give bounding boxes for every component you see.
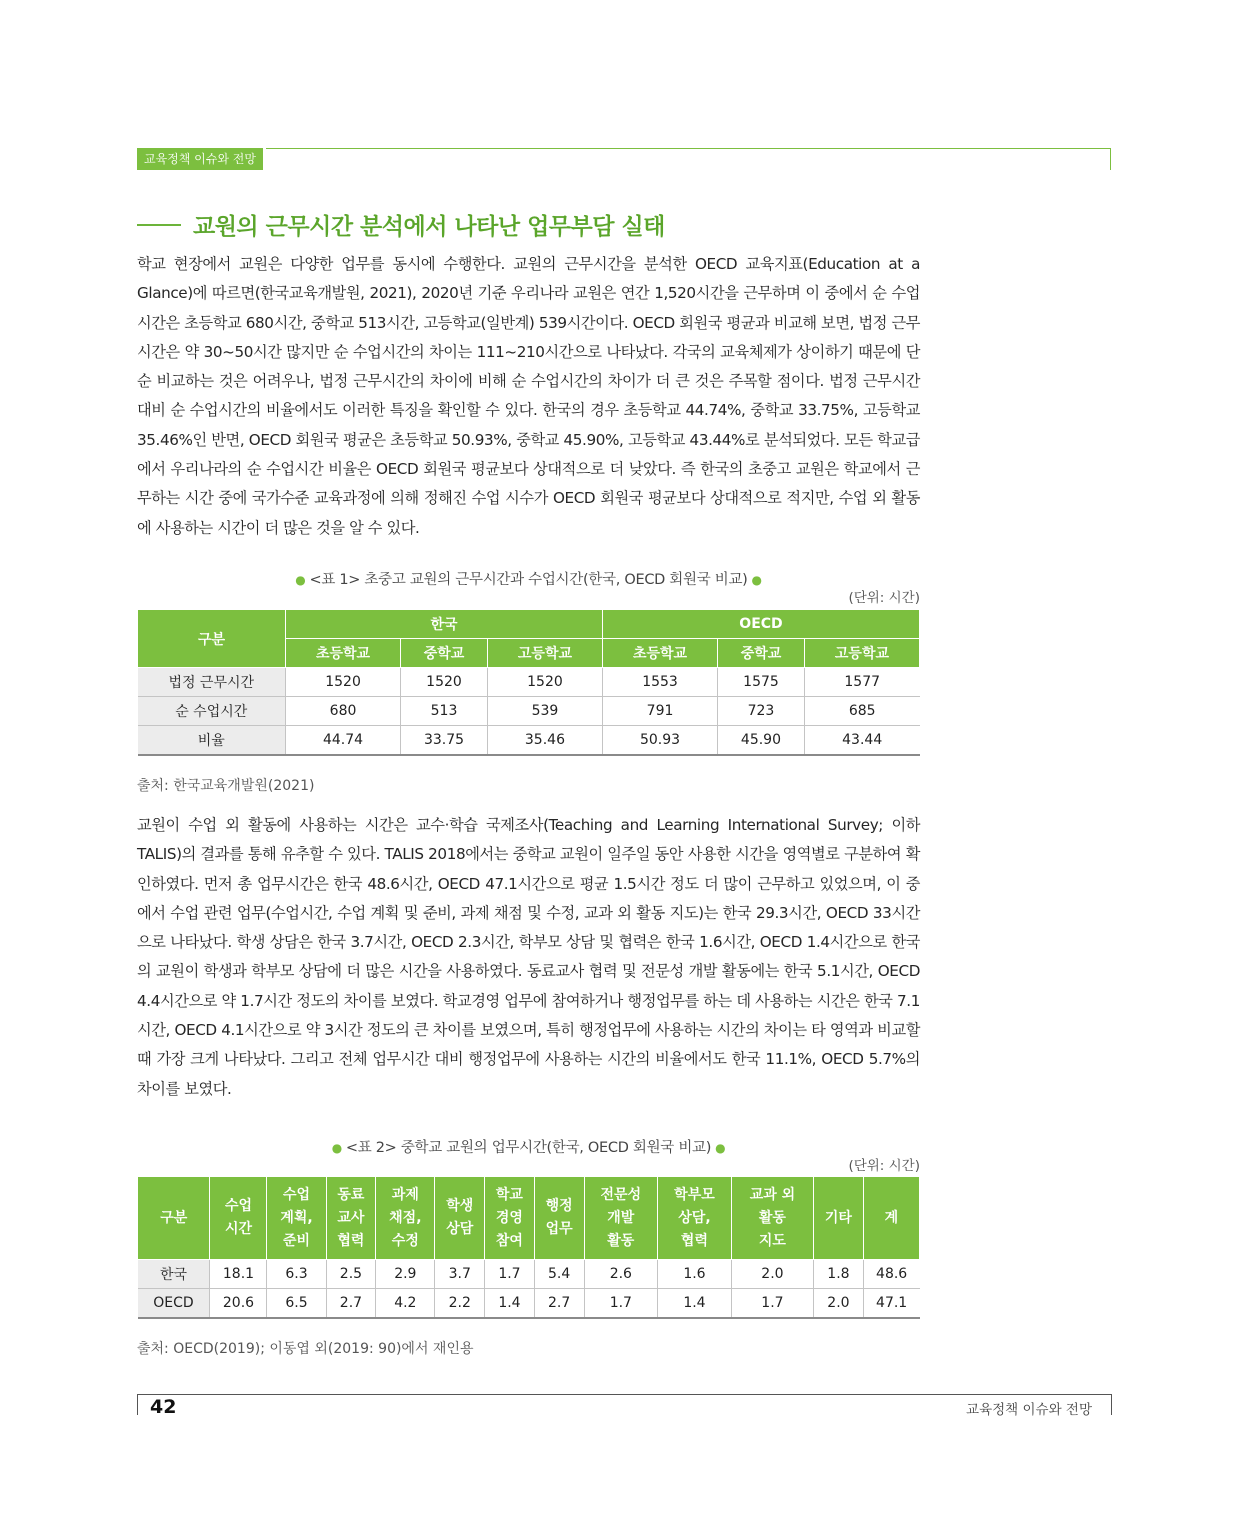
table-cell: 45.90 [718,726,805,756]
bullet-dot-icon: ● [715,1141,726,1155]
row-label: 한국 [138,1260,210,1289]
table-cell: 791 [602,697,717,726]
header-line-text: 채점, [389,1209,422,1226]
header-tag: 교육정책 이슈와 전망 [137,148,263,170]
header-line-text: 수정 [391,1232,419,1249]
table-cell: 513 [401,697,488,726]
header-rule [266,148,1111,170]
table1-caption [137,568,920,589]
bullet-dot-icon: ● [751,573,762,587]
table-cell: 4.2 [376,1289,435,1319]
table-cell: 43.44 [804,726,919,756]
table-cell: 2.7 [534,1289,584,1319]
table1-source: 출처: 한국교육개발원(2021) [137,778,315,794]
table-row [138,1260,920,1289]
header-line-text: 상담, [678,1209,711,1226]
table-cell: 2.0 [731,1260,813,1289]
table2-col-header [534,1177,584,1260]
table1 [137,609,920,756]
table-cell: 1.6 [658,1260,732,1289]
header-line-text: 계획, [280,1209,313,1226]
header-line-text: 활동 [607,1232,635,1249]
section-title-text: 교원의 근무시간 분석에서 나타난 업무부담 실태 [193,214,665,240]
header-line-text: 전문성 [600,1186,642,1203]
header-line-text: 시간 [224,1221,252,1237]
header-line-text: 교사 [337,1209,365,1226]
table1-caption-text: <표 1> 초중고 교원의 근무시간과 수업시간(한국, OECD 회원국 비교) [309,572,748,588]
header-line-text: 계 [884,1209,899,1226]
table-cell: 680 [286,697,401,726]
table-row [138,1289,920,1319]
table-cell: 1.7 [584,1289,658,1319]
table2-col-header [658,1177,732,1260]
paragraph-2: 교원이 수업 외 활동에 사용하는 시간은 교수·학습 국제조사(Teaching and Learning International Survey; 이하 TALIS)의 결과를 통해 유추할 수 있다. TALIS 2018에서는 중학교 교원이 일주일 동안 사용한 시간을 영역별로 구분하여 확인하였다. 먼저 총 업무시간은 한국 48.6시간, OECD 47.1시간으로 평균 1.5시간 정도 더 많이 근무하고 있었으며, 이 중에서 수업 관련 업무(수업시간, 수업 계획 및 준비, 과제 채점 및 수정, 교과 외 활동 지도)는 한국 29.3시간, OECD 33시간으로 나타났다. 학생 상담은 한국 3.7시간, OECD 2.3시간, 학부모 상담 및 협력은 한국 1.6시간, OECD 1.4시간으로 한국의 교원이 학생과 학부모 상담에 더 많은 시간을 사용하였다. 동료교사 협력 및 전문성 개발 활동에는 한국 5.1시간, OECD 4.4시간으로 약 1.7시간 정도의 차이를 보였다. 학교경영 업무에 참여하거나 행정업무를 하는 데 사용하는 시간은 한국 7.1시간, OECD 4.1시간으로 약 3시간 정도의 큰 차이를 보였으며, 특히 행정업무에 사용하는 시간의 차이는 타 영역과 비교할 때 가장 크게 나타났다. 그리고 전체 업무시간 대비 행정업무에 사용하는 시간의 비율에서도 한국 11.1%, OECD 5.7%의 차이를 보였다. [137,816,920,1098]
table2-col-header [485,1177,535,1260]
header-line-text: 학교 [495,1186,523,1203]
table2-source: 출처: OECD(2019); 이동엽 외(2019: 90)에서 재인용 [137,1341,474,1357]
header-line-text: 개발 [607,1209,635,1226]
bullet-dot-icon: ● [331,1141,342,1155]
header-line-text: 협력 [680,1232,708,1249]
table-cell: 723 [718,697,805,726]
table-row [138,726,920,756]
table2 [137,1176,920,1319]
header-line-text: 행정 [545,1198,573,1214]
table1-unit: (단위: 시간) [848,590,920,606]
row-label: OECD [138,1289,210,1319]
table1-col-header: 중학교 [718,639,805,668]
header-line-text: 구분 [160,1209,188,1226]
table1-col-header: 고등학교 [804,639,919,668]
table-cell: 1.4 [658,1289,732,1319]
table2-col-header [814,1177,864,1260]
table-cell: 5.4 [534,1260,584,1289]
header-line-text: 준비 [282,1232,311,1249]
table-cell: 539 [487,697,602,726]
header-line-text: 경영 [495,1209,523,1226]
table-cell: 18.1 [210,1260,267,1289]
table-cell: 1.7 [485,1260,535,1289]
header-line-text: 활동 [758,1209,786,1226]
header-line-text: 상담 [446,1221,474,1237]
table-cell: 1520 [487,668,602,697]
table2-caption [137,1136,920,1157]
table-cell: 3.7 [435,1260,485,1289]
table-cell: 1520 [401,668,488,697]
table-cell: 1575 [718,668,805,697]
table-cell: 35.46 [487,726,602,756]
table-cell: 2.9 [376,1260,435,1289]
header-line-text: 학부모 [674,1186,715,1203]
table2-col-header [863,1177,919,1260]
table-cell: 33.75 [401,726,488,756]
table-cell: 1.4 [485,1289,535,1319]
header-line-text: 수업 [224,1198,252,1214]
table-cell: 2.7 [326,1289,376,1319]
header-line-text: 학생 [446,1198,474,1214]
table-cell: 50.93 [602,726,717,756]
table-cell: 2.0 [814,1289,864,1319]
table2-caption-text: <표 2> 중학교 교원의 업무시간(한국, OECD 회원국 비교) [345,1140,712,1156]
table-cell: 2.5 [326,1260,376,1289]
table-cell: 20.6 [210,1289,267,1319]
footer-title: 교육정책 이슈와 전망 [966,1402,1092,1418]
table1-col-header: 초등학교 [602,639,717,668]
table2-col-header [584,1177,658,1260]
table2-col-header [326,1177,376,1260]
table1-corner: 구분 [138,610,286,668]
table-cell: 2.6 [584,1260,658,1289]
table-cell: 6.5 [267,1289,326,1319]
header-line-text: 교과 외 [749,1186,796,1203]
table-row [138,697,920,726]
page-number: 42 [150,1396,177,1418]
table2-col-header [435,1177,485,1260]
header-line-text: 기타 [824,1209,852,1226]
table-cell: 6.3 [267,1260,326,1289]
row-label: 비율 [138,726,286,756]
table-cell: 47.1 [863,1289,919,1319]
row-label: 법정 근무시간 [138,668,286,697]
header-line-text: 지도 [758,1232,786,1249]
header-line-text: 과제 [391,1186,419,1203]
table1-col-header: 중학교 [401,639,488,668]
table1-col-header: 고등학교 [487,639,602,668]
table2-col-header [376,1177,435,1260]
table-cell: 1577 [804,668,919,697]
header-line-text: 협력 [337,1232,365,1249]
table2-col-header [267,1177,326,1260]
table1-group-oecd: OECD [602,610,919,639]
table-row [138,668,920,697]
table2-col-header [210,1177,267,1260]
table-cell: 48.6 [863,1260,919,1289]
bullet-dot-icon: ● [295,573,306,587]
table-cell: 1553 [602,668,717,697]
header-line-text: 업무 [545,1221,573,1237]
table-cell: 1.8 [814,1260,864,1289]
table1-col-header: 초등학교 [286,639,401,668]
table-cell: 1.7 [731,1289,813,1319]
row-label: 순 수업시간 [138,697,286,726]
section-title [137,208,665,241]
table2-corner [138,1177,210,1260]
table-cell: 685 [804,697,919,726]
table-cell: 44.74 [286,726,401,756]
header-line-text: 참여 [495,1232,523,1249]
table-cell: 2.2 [435,1289,485,1319]
title-dash [137,224,181,226]
table1-group-korea: 한국 [286,610,603,639]
header-line-text: 동료 [337,1186,365,1203]
header-line-text: 수업 [282,1186,311,1203]
table2-unit: (단위: 시간) [848,1158,920,1174]
table-cell: 1520 [286,668,401,697]
paragraph-1: 학교 현장에서 교원은 다양한 업무를 동시에 수행한다. 교원의 근무시간을 분석한 OECD 교육지표(Education at a Glance)에 따르면(한국교육개발원, 2021), 2020년 기준 우리나라 교원은 연간 1,520시간을 근무하며 이 중에서 순 수업시간은 초등학교 680시간, 중학교 513시간, 고등학교(일반계) 539시간이다. OECD 회원국 평균과 비교해 보면, 법정 근무시간은 약 30~50시간 많지만 순 수업시간의 차이는 111~210시간으로 나타났다. 각국의 교육체제가 상이하기 때문에 단순 비교하는 것은 어려우나, 법정 근무시간의 차이에 비해 순 수업시간의 차이가 더 큰 것은 주목할 점이다. 법정 근무시간 대비 순 수업시간의 비율에서도 이러한 특징을 확인할 수 있다. 한국의 경우 초등학교 44.74%, 중학교 33.75%, 고등학교 35.46%인 반면, OECD 회원국 평균은 초등학교 50.93%, 중학교 45.90%, 고등학교 43.44%로 분석되었다. 모든 학교급에서 우리나라의 순 수업시간 비율은 OECD 회원국 평균보다 상대적으로 더 낮았다. 즉 한국의 초중고 교원은 학교에서 근무하는 시간 중에 국가수준 교육과정에 의해 정해진 수업 시수가 OECD 회원국 평균보다 상대적으로 적지만, 수업 외 활동에 사용하는 시간이 더 많은 것을 알 수 있다. [137,255,920,537]
table2-col-header [731,1177,813,1260]
